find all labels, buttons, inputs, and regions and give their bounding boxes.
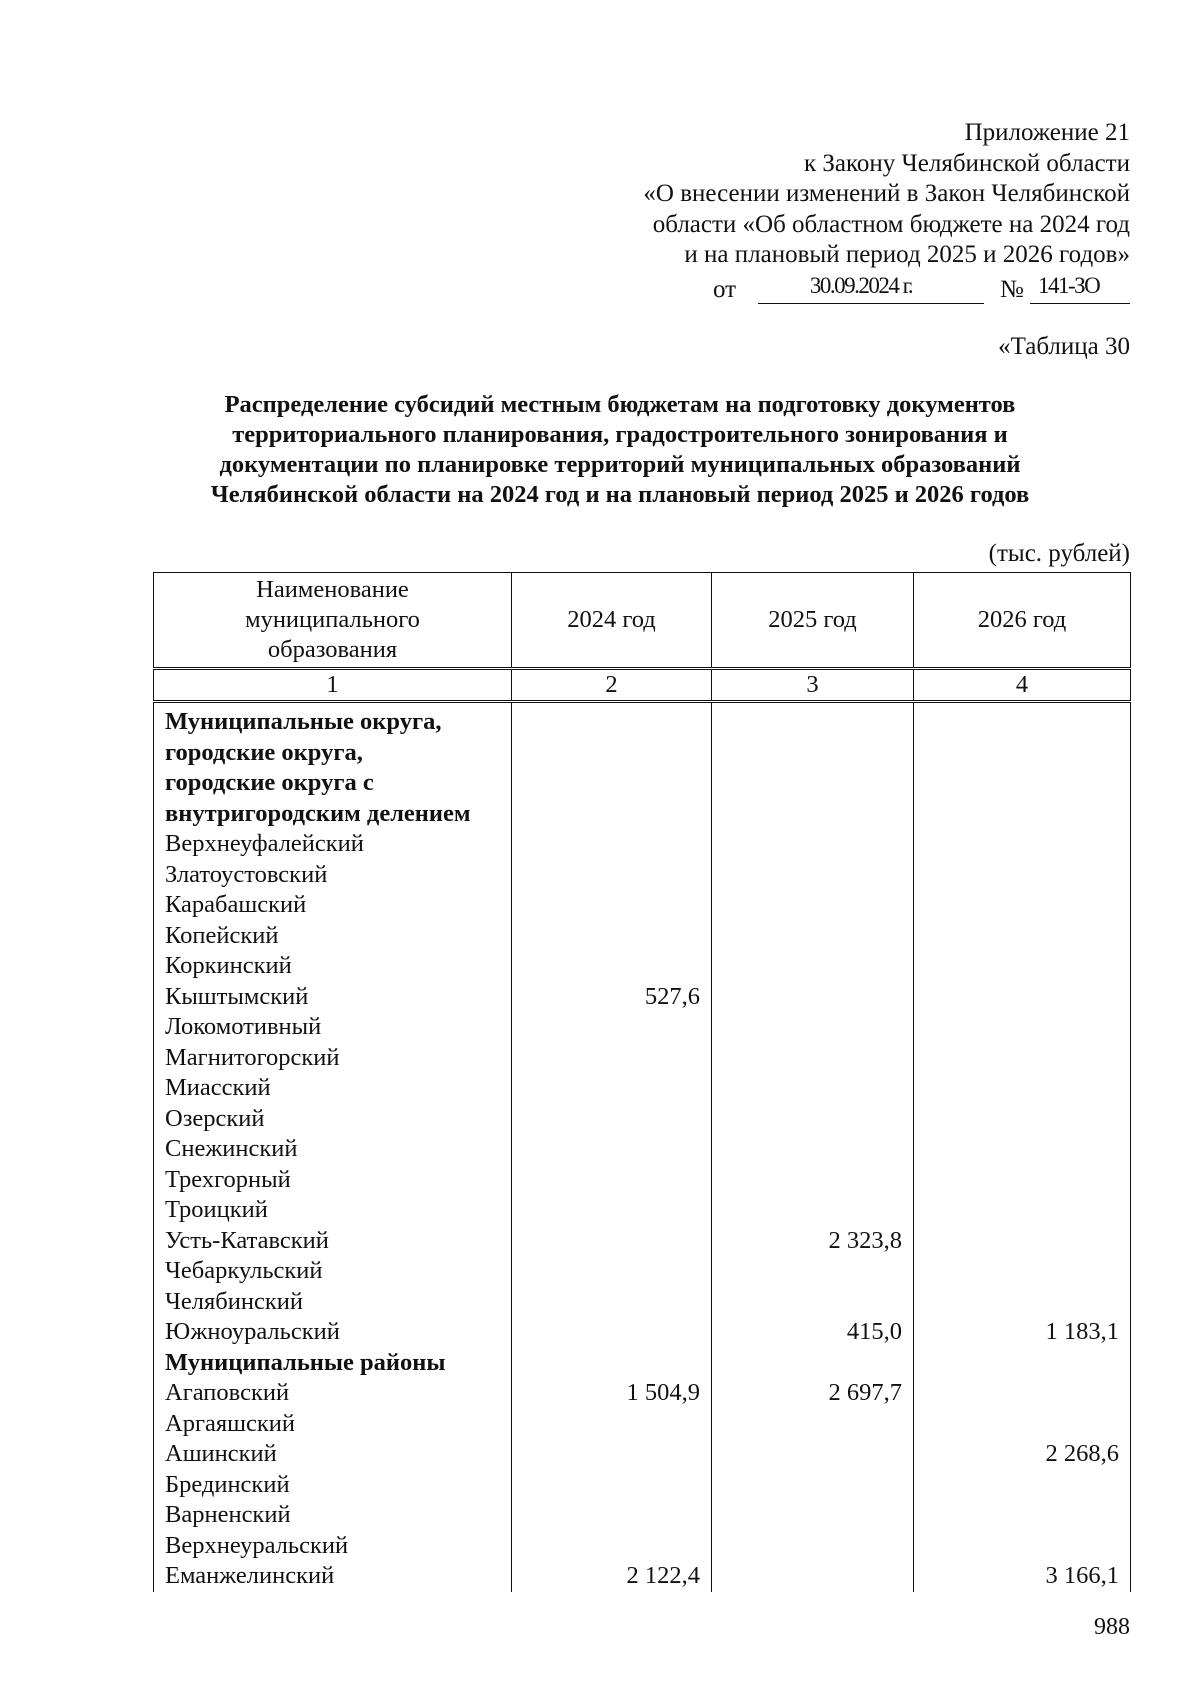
column-header-2026: 2026 год — [914, 573, 1131, 669]
value-2026 — [914, 829, 1119, 860]
value-2025 — [712, 1043, 902, 1074]
value-2026 — [914, 1531, 1119, 1562]
table-body-row — [154, 702, 1131, 1592]
municipality-name: Коркинский — [165, 952, 292, 979]
value-2024 — [512, 1134, 700, 1165]
column-number: 4 — [914, 669, 1131, 702]
value-2026 — [914, 1195, 1119, 1226]
value-2024 — [512, 951, 700, 982]
value-2024 — [512, 1470, 700, 1501]
appendix-line: Приложение 21 — [964, 119, 1130, 146]
municipality-name: Снежинский — [165, 1135, 298, 1162]
value-2026 — [914, 768, 1119, 799]
value-2024 — [512, 1256, 700, 1287]
value-2026 — [914, 1500, 1119, 1531]
value-2026 — [914, 1348, 1119, 1379]
appendix-header — [570, 118, 1130, 305]
value-2025: 415,0 — [846, 1318, 902, 1345]
value-2025 — [712, 1287, 902, 1318]
value-2024 — [512, 1073, 700, 1104]
municipality-name: Южноуральский — [165, 1318, 340, 1345]
value-2025 — [712, 1470, 902, 1501]
value-2025 — [712, 1348, 902, 1379]
value-2026 — [914, 860, 1119, 891]
value-2024 — [512, 1287, 700, 1318]
column-number: 2 — [512, 669, 712, 702]
column-header-name: Наименование муниципального образования — [154, 573, 512, 669]
value-2025: 2 697,7 — [828, 1379, 902, 1406]
page-number: 988 — [1094, 1614, 1130, 1640]
column-number-row — [154, 669, 1131, 702]
value-2025 — [712, 1531, 902, 1562]
municipality-name: Троицкий — [165, 1196, 268, 1223]
value-2025 — [712, 1165, 902, 1196]
value-2025 — [712, 1104, 902, 1135]
value-2026 — [914, 1134, 1119, 1165]
appendix-line: «О внесении изменений в Закон Челябинской — [643, 180, 1130, 207]
value-2024 — [512, 829, 700, 860]
value-2024 — [512, 1317, 700, 1348]
value-2026: 2 268,6 — [1045, 1440, 1119, 1467]
value-2024 — [512, 707, 700, 738]
value-2025 — [712, 1073, 902, 1104]
municipality-name: Магнитогорский — [165, 1043, 340, 1071]
units-label: (тыс. рублей) — [988, 540, 1130, 567]
value-2025 — [712, 1409, 902, 1440]
municipality-name: Ашинский — [165, 1440, 277, 1467]
value-2024 — [512, 799, 700, 830]
value-2026 — [914, 982, 1119, 1013]
value-2026 — [914, 951, 1119, 982]
value-2025 — [712, 982, 902, 1013]
subsidy-table — [153, 572, 1131, 1592]
municipality-name-column — [154, 702, 512, 1592]
law-date-number — [570, 271, 1130, 305]
municipality-name: Златоустовский — [165, 860, 328, 888]
value-2026 — [914, 738, 1119, 769]
value-2025 — [712, 951, 902, 982]
municipality-name: Варненский — [165, 1501, 291, 1528]
municipality-name: Еманжелинский — [165, 1562, 335, 1589]
municipality-name: Чебаркульский — [165, 1257, 323, 1284]
number-prefix: № — [1000, 275, 1024, 303]
value-2025 — [712, 1195, 902, 1226]
value-2024: 2 122,4 — [626, 1562, 700, 1589]
municipality-name: Миасский — [165, 1074, 271, 1101]
table-label: «Таблица 30 — [998, 333, 1130, 360]
municipality-name: Кыштымский — [165, 982, 309, 1010]
value-2026 — [914, 1470, 1119, 1501]
value-2024 — [512, 921, 700, 952]
table-header-row — [154, 573, 1131, 669]
value-2025 — [712, 921, 902, 952]
value-2024 — [512, 1165, 700, 1196]
value-2025 — [712, 860, 902, 891]
municipality-name: Озерский — [165, 1104, 265, 1132]
value-2026 — [914, 1073, 1119, 1104]
municipality-name: Копейский — [165, 921, 279, 949]
value-2024: 527,6 — [644, 982, 700, 1010]
number-value: 141-ЗО — [1038, 272, 1100, 298]
column-number: 3 — [712, 669, 914, 702]
municipality-name: Трехгорный — [165, 1165, 291, 1193]
municipality-name: Локомотивный — [165, 1013, 322, 1040]
group-heading: городские округа с — [165, 769, 374, 796]
column-number: 1 — [154, 669, 512, 702]
value-2026 — [914, 1012, 1119, 1043]
appendix-line: к Закону Челябинской области — [804, 149, 1130, 177]
value-2026: 3 166,1 — [1045, 1562, 1119, 1589]
value-2025 — [712, 1256, 902, 1287]
value-2026 — [914, 1043, 1119, 1074]
date-prefix: от — [713, 275, 737, 303]
value-2024: 1 504,9 — [626, 1379, 700, 1406]
municipality-name: Карабашский — [165, 891, 307, 918]
value-2025 — [712, 1561, 902, 1592]
value-2024 — [512, 860, 700, 891]
values-2026-column — [914, 702, 1131, 1592]
number-field — [1030, 272, 1130, 304]
value-2025 — [712, 890, 902, 921]
value-2025 — [712, 768, 902, 799]
value-2026 — [914, 1409, 1119, 1440]
municipality-name: Верхнеуральский — [165, 1531, 349, 1559]
municipality-name: Челябинский — [165, 1287, 303, 1315]
value-2024 — [512, 1500, 700, 1531]
value-2025 — [712, 1012, 902, 1043]
value-2024 — [512, 1531, 700, 1562]
date-value: 30.09.2024 г. — [809, 272, 913, 298]
column-header-2024: 2024 год — [512, 573, 712, 669]
value-2024 — [512, 738, 700, 769]
value-2024 — [512, 1012, 700, 1043]
value-2026 — [914, 1104, 1119, 1135]
municipality-name: Усть-Катавский — [165, 1226, 329, 1254]
column-header-2025: 2025 год — [712, 573, 914, 669]
value-2026 — [914, 799, 1119, 830]
appendix-line: области «Об областном бюджете на 2024 год — [652, 210, 1130, 238]
municipality-name: Агаповский — [165, 1379, 290, 1406]
value-2025 — [712, 1500, 902, 1531]
value-2025 — [712, 799, 902, 830]
value-2026: 1 183,1 — [1045, 1318, 1119, 1345]
group-heading: Муниципальные округа, — [165, 708, 442, 735]
value-2025 — [712, 1134, 902, 1165]
value-2026 — [914, 1256, 1119, 1287]
value-2025: 2 323,8 — [828, 1226, 902, 1254]
appendix-line: и на плановый период 2025 и 2026 годов» — [684, 241, 1130, 268]
value-2024 — [512, 890, 700, 921]
value-2024 — [512, 1195, 700, 1226]
document-title: Распределение субсидий местным бюджетам на подготовку документов территориального планирования, градостроительного зонирования и документации по планировке территорий муниципальных образований Челябинской области на 2024 год и на плановый период 2025 и 2026 годов — [210, 391, 1030, 508]
value-2026 — [914, 1165, 1119, 1196]
value-2024 — [512, 1226, 700, 1257]
date-field — [758, 272, 984, 304]
value-2024 — [512, 1104, 700, 1135]
value-2026 — [914, 921, 1119, 952]
value-2026 — [914, 1378, 1119, 1409]
value-2025 — [712, 707, 902, 738]
value-2024 — [512, 1409, 700, 1440]
value-2024 — [512, 1348, 700, 1379]
value-2026 — [914, 890, 1119, 921]
municipality-name: Аргаяшский — [165, 1409, 296, 1437]
value-2024 — [512, 768, 700, 799]
municipality-name: Брединский — [165, 1470, 290, 1498]
value-2025 — [712, 1439, 902, 1470]
value-2026 — [914, 707, 1119, 738]
value-2025 — [712, 829, 902, 860]
values-2024-column — [512, 702, 712, 1592]
group-heading: городские округа, — [165, 738, 363, 766]
value-2026 — [914, 1287, 1119, 1318]
value-2025 — [712, 738, 902, 769]
value-2024 — [512, 1439, 700, 1470]
values-2025-column — [712, 702, 914, 1592]
group-heading: Муниципальные районы — [165, 1348, 446, 1376]
value-2024 — [512, 1043, 700, 1074]
value-2026 — [914, 1226, 1119, 1257]
municipality-name: Верхнеуфалейский — [165, 830, 364, 857]
group-heading: внутригородским делением — [165, 799, 471, 827]
